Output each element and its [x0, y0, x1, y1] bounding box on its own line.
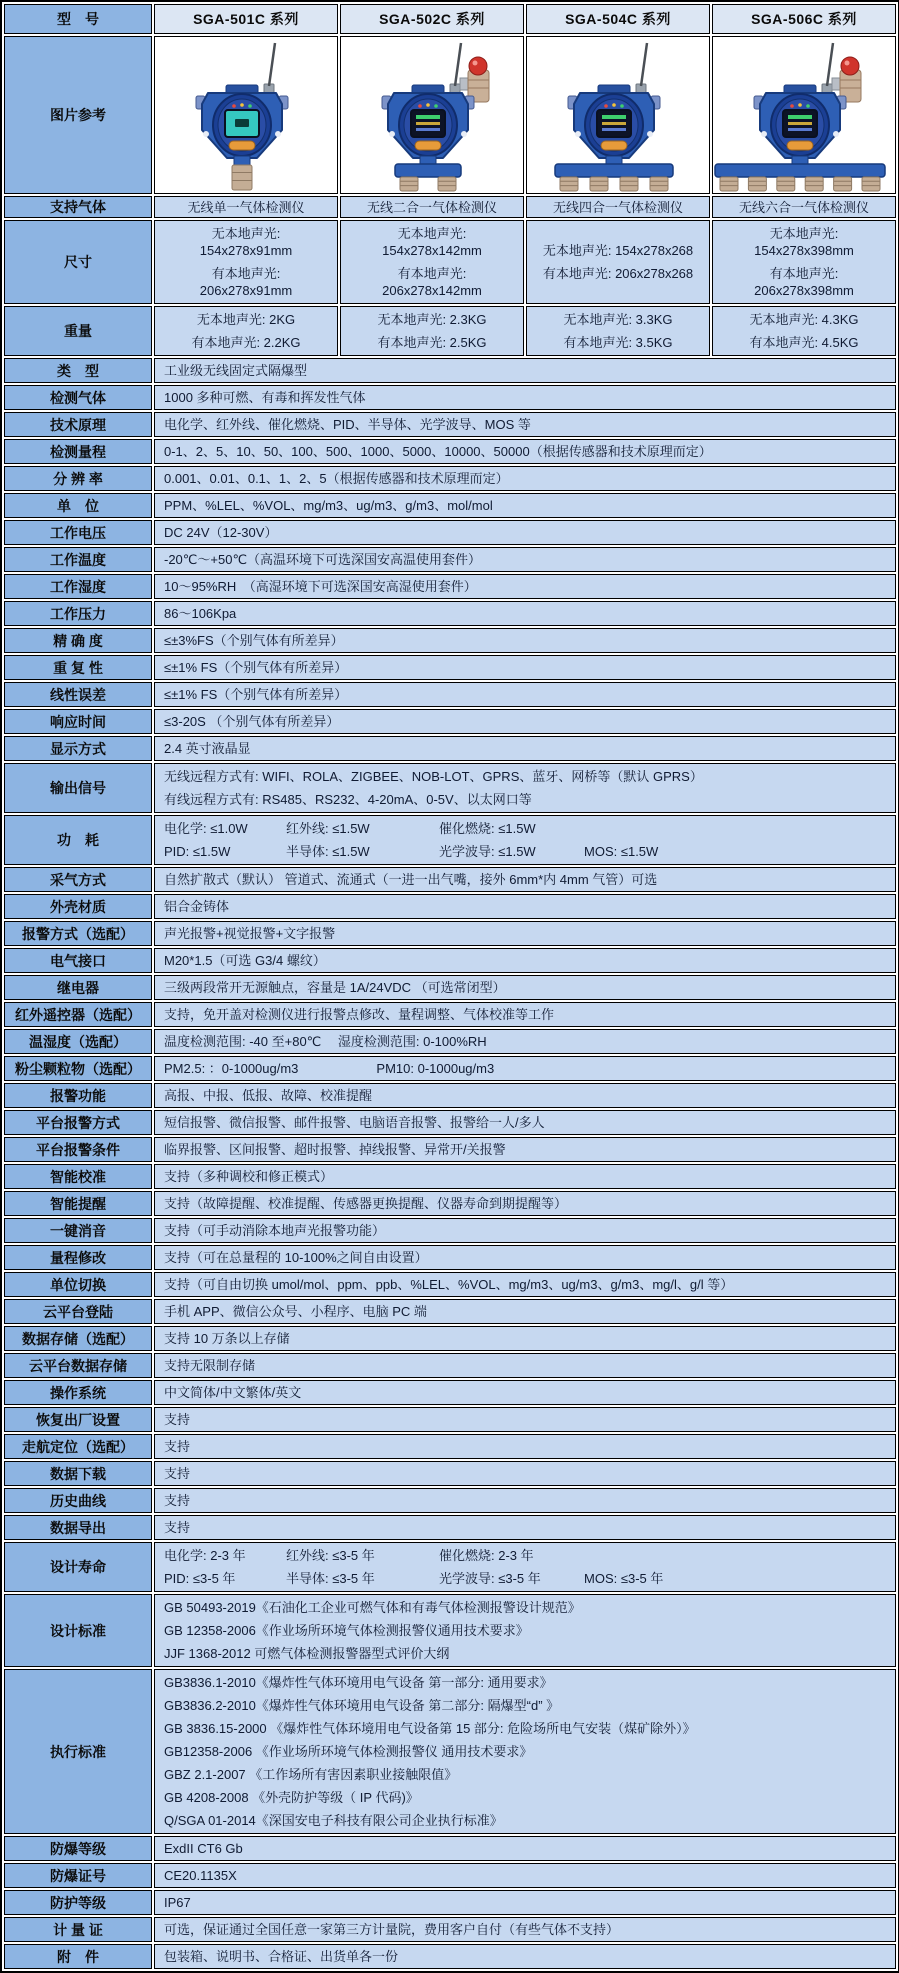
row-value [154, 1542, 896, 1592]
spec-row [4, 1515, 896, 1540]
weight-row [4, 306, 896, 356]
size-cell [526, 220, 710, 304]
row-value [154, 1944, 896, 1969]
support-cell: 无线六合一气体检测仪 [712, 196, 896, 218]
device-image-cell [526, 36, 710, 194]
row-value [154, 601, 896, 626]
value-line: 2.4 英寸液晶显 [164, 741, 251, 756]
size-cell [154, 220, 338, 304]
weight-line: 无本地声光: 3.3KG [563, 312, 673, 327]
weight-line: 无本地声光: 2KG [196, 312, 296, 327]
row-value [154, 867, 896, 892]
row-label: 一键消音 [4, 1218, 152, 1243]
spec-row [4, 1245, 896, 1270]
value-segment: 电化学: ≤1.0W [164, 821, 248, 836]
row-value [154, 628, 896, 653]
row-label: 报警功能 [4, 1083, 152, 1108]
spec-row [4, 1407, 896, 1432]
value-line: GBZ 2.1-2007 《工作场所有害因素职业接触限值》 [164, 1767, 458, 1782]
spec-row [4, 547, 896, 572]
weight-cell [526, 306, 710, 356]
weight-cell [154, 306, 338, 356]
weight-line: 无本地声光: 4.3KG [749, 312, 859, 327]
row-value [154, 1836, 896, 1861]
row-value [154, 682, 896, 707]
value-line: 支持无限制存储 [164, 1358, 256, 1373]
row-value [154, 1002, 896, 1027]
spec-row [4, 1218, 896, 1243]
spec-row [4, 466, 896, 491]
row-value [154, 1056, 896, 1081]
row-value [154, 1326, 896, 1351]
spec-row [4, 1836, 896, 1861]
row-label: 平台报警条件 [4, 1137, 152, 1162]
value-line: GB12358-2006 《作业场所环境气体检测报警仪 通用技术要求》 [164, 1744, 533, 1759]
support-cell: 无线二合一气体检测仪 [340, 196, 524, 218]
value-line: 有线远程方式有: RS485、RS232、4-20mA、0-5V、以太网口等 [164, 792, 532, 807]
value-segment: PID: ≤1.5W [164, 844, 231, 859]
value-line: 支持（可自由切换 umol/mol、ppm、ppb、%LEL、%VOL、mg/m3、ug/m3、g/m3、mg/l、g/l 等） [164, 1277, 734, 1292]
row-label: 采气方式 [4, 867, 152, 892]
size-line: 无本地声光: 154x278x142mm [382, 226, 482, 258]
value-line: IP67 [164, 1895, 191, 1910]
supported-gas-row [4, 196, 896, 218]
value-segment: MOS: ≤3-5 年 [584, 1571, 664, 1586]
value-segment: 光学波导: ≤1.5W [439, 844, 536, 859]
model-header-row [4, 4, 896, 34]
row-value [154, 1137, 896, 1162]
row-label: 走航定位（选配） [4, 1434, 152, 1459]
spec-row [4, 655, 896, 680]
value-line: GB3836.1-2010《爆炸性气体环境用电气设备 第一部分: 通用要求》 [164, 1675, 553, 1690]
row-value [154, 1669, 896, 1834]
row-label: 继电器 [4, 975, 152, 1000]
device-image-cell [154, 36, 338, 194]
row-value [154, 1218, 896, 1243]
spec-row [4, 1380, 896, 1405]
image-row [4, 36, 896, 194]
value-line: 支持（可手动消除本地声光报警功能） [164, 1223, 386, 1238]
row-label: 历史曲线 [4, 1488, 152, 1513]
row-label: 响应时间 [4, 709, 152, 734]
row-value [154, 466, 896, 491]
spec-row [4, 1191, 896, 1216]
device-image-cell [712, 36, 896, 194]
value-line: 支持（故障提醒、校准提醒、传感器更换提醒、仪器寿命到期提醒等） [164, 1196, 568, 1211]
value-segment: 催化燃烧: 2-3 年 [439, 1548, 534, 1563]
row-label: 防爆证号 [4, 1863, 152, 1888]
value-line: 0-1、2、5、10、50、100、500、1000、5000、10000、50000（根据传感器和技术原理而定） [164, 444, 712, 459]
row-value [154, 709, 896, 734]
value-line: ≤±1% FS（个别气体有所差异） [164, 660, 348, 675]
row-label: 云平台登陆 [4, 1299, 152, 1324]
value-line: 手机 APP、微信公众号、小程序、电脑 PC 端 [164, 1304, 427, 1319]
weight-line: 无本地声光: 2.3KG [377, 312, 487, 327]
row-value [154, 736, 896, 761]
value-line: Q/SGA 01-2014《深国安电子科技有限公司企业执行标准》 [164, 1813, 503, 1828]
row-label: 红外遥控器（选配） [4, 1002, 152, 1027]
spec-row [4, 1594, 896, 1667]
value-line: M20*1.5（可选 G3/4 螺纹） [164, 953, 326, 968]
size-line: 无本地声光: 154x278x398mm [754, 226, 854, 258]
row-label: 输出信号 [4, 763, 152, 813]
row-value [154, 385, 896, 410]
row-value [154, 1245, 896, 1270]
row-label: 执行标准 [4, 1669, 152, 1834]
size-cell [340, 220, 524, 304]
row-value [154, 1488, 896, 1513]
value-line: 温度检测范围: -40 至+80℃ 湿度检测范围: 0-100%RH [164, 1034, 487, 1049]
support-cell: 无线四合一气体检测仪 [526, 196, 710, 218]
weight-line: 有本地声光: 4.5KG [749, 335, 859, 350]
value-line [164, 1567, 886, 1590]
value-segment: 电化学: 2-3 年 [164, 1548, 246, 1563]
row-value [154, 1515, 896, 1540]
value-line: 三级两段常开无源触点，容量是 1A/24VDC （可选常闭型） [164, 980, 506, 995]
value-line: 支持 [164, 1493, 191, 1508]
value-line: GB 4208-2008 《外壳防护等级（ IP 代码)》 [164, 1790, 419, 1805]
row-label: 工作湿度 [4, 574, 152, 599]
row-value [154, 1890, 896, 1915]
value-line: 1000 多种可燃、有毒和挥发性气体 [164, 390, 366, 405]
value-line: -20℃～+50℃（高温环境下可选深国安高温使用套件） [164, 552, 482, 567]
row-value [154, 1083, 896, 1108]
gas-detector-image [713, 38, 895, 192]
row-label: 数据下载 [4, 1461, 152, 1486]
model-header-cell: SGA-501C 系列 [154, 4, 338, 34]
row-label-support: 支持气体 [4, 196, 152, 218]
value-line: 86～106Kpa [164, 606, 237, 621]
value-line: CE20.1135X [164, 1868, 237, 1883]
value-line: 临界报警、区间报警、超时报警、掉线报警、异常开/关报警 [164, 1142, 506, 1157]
value-line: JJF 1368-2012 可燃气体检测报警器型式评价大纲 [164, 1646, 450, 1661]
spec-row [4, 1299, 896, 1324]
value-segment: PID: ≤3-5 年 [164, 1571, 236, 1586]
spec-row [4, 601, 896, 626]
value-line: 支持 10 万条以上存储 [164, 1331, 290, 1346]
row-label: 外壳材质 [4, 894, 152, 919]
spec-row [4, 358, 896, 383]
row-label: 附 件 [4, 1944, 152, 1969]
row-label: 工作压力 [4, 601, 152, 626]
row-value [154, 948, 896, 973]
row-label: 类 型 [4, 358, 152, 383]
row-value [154, 358, 896, 383]
spec-row [4, 867, 896, 892]
row-label: 平台报警方式 [4, 1110, 152, 1135]
weight-line: 有本地声光: 2.5KG [377, 335, 487, 350]
spec-row [4, 1110, 896, 1135]
spec-row [4, 1326, 896, 1351]
model-header-cell: SGA-506C 系列 [712, 4, 896, 34]
spec-row [4, 1542, 896, 1592]
spec-row [4, 894, 896, 919]
value-line: GB 3836.15-2000 《爆炸性气体环境用电气设备第 15 部分: 危险场所电气安装（煤矿除外）》 [164, 1721, 696, 1736]
value-line: 支持（多种调校和修正模式） [164, 1169, 334, 1184]
row-value [154, 547, 896, 572]
spec-row [4, 520, 896, 545]
size-line: 无本地声光: 154x278x268 [542, 243, 694, 258]
row-label: 重 复 性 [4, 655, 152, 680]
weight-cell [340, 306, 524, 356]
row-label-image: 图片参考 [4, 36, 152, 194]
row-value [154, 1461, 896, 1486]
value-line [164, 1544, 886, 1567]
support-cell: 无线单一气体检测仪 [154, 196, 338, 218]
row-label: 设计标准 [4, 1594, 152, 1667]
spec-row [4, 493, 896, 518]
row-label: 技术原理 [4, 412, 152, 437]
value-line: 铝合金铸体 [164, 899, 230, 914]
value-line [164, 817, 886, 840]
spec-row [4, 1461, 896, 1486]
row-label: 报警方式（选配） [4, 921, 152, 946]
spec-row [4, 736, 896, 761]
value-line: ≤3-20S （个别气体有所差异） [164, 714, 340, 729]
row-label: 检测气体 [4, 385, 152, 410]
row-label: 单位切换 [4, 1272, 152, 1297]
value-line: ≤±3%FS（个别气体有所差异） [164, 633, 344, 648]
row-value [154, 1594, 896, 1667]
value-line: 支持 [164, 1412, 191, 1427]
size-cell [712, 220, 896, 304]
spec-row [4, 628, 896, 653]
value-segment: MOS: ≤1.5W [584, 844, 659, 859]
value-segment: 红外线: ≤1.5W [286, 821, 370, 836]
row-label: 量程修改 [4, 1245, 152, 1270]
gas-detector-image [527, 38, 709, 192]
size-line: 无本地声光: 154x278x91mm [199, 226, 293, 258]
value-line: 支持 [164, 1466, 191, 1481]
spec-row [4, 709, 896, 734]
value-line: GB 50493-2019《石油化工企业可燃气体和有毒气体检测报警设计规范》 [164, 1600, 581, 1615]
device-image-cell [340, 36, 524, 194]
row-value [154, 439, 896, 464]
value-line: 声光报警+视觉报警+文字报警 [164, 926, 336, 941]
row-label: 数据存储（选配） [4, 1326, 152, 1351]
spec-row [4, 1434, 896, 1459]
row-value [154, 1299, 896, 1324]
size-line: 有本地声光: 206x278x268 [542, 266, 694, 281]
row-value [154, 1407, 896, 1432]
row-label: 数据导出 [4, 1515, 152, 1540]
row-value [154, 894, 896, 919]
spec-row [4, 439, 896, 464]
size-row [4, 220, 896, 304]
row-value [154, 520, 896, 545]
row-label: 操作系统 [4, 1380, 152, 1405]
spec-row [4, 1083, 896, 1108]
row-label: 检测量程 [4, 439, 152, 464]
row-value [154, 1110, 896, 1135]
model-header-cell: SGA-502C 系列 [340, 4, 524, 34]
row-value [154, 1029, 896, 1054]
row-label: 防护等级 [4, 1890, 152, 1915]
weight-line: 有本地声光: 2.2KG [191, 335, 301, 350]
row-value [154, 412, 896, 437]
row-value [154, 815, 896, 865]
value-line: 支持 [164, 1439, 191, 1454]
value-line: 支持（可在总量程的 10-100%之间自由设置） [164, 1250, 428, 1265]
row-label: 粉尘颗粒物（选配） [4, 1056, 152, 1081]
row-label: 精 确 度 [4, 628, 152, 653]
spec-row [4, 1272, 896, 1297]
value-line [164, 840, 886, 863]
value-line: GB3836.2-2010《爆炸性气体环境用电气设备 第二部分: 隔爆型“d” 》 [164, 1698, 560, 1713]
value-line: ExdII CT6 Gb [164, 1841, 243, 1856]
spec-row [4, 1488, 896, 1513]
spec-row [4, 975, 896, 1000]
value-line: 自然扩散式（默认） 管道式、流通式（一进一出气嘴，接外 6mm*内 4mm 气管）可选 [164, 872, 658, 887]
spec-row [4, 412, 896, 437]
value-segment: 红外线: ≤3-5 年 [286, 1548, 375, 1563]
spec-row [4, 815, 896, 865]
spec-row [4, 1917, 896, 1942]
row-label: 分 辨 率 [4, 466, 152, 491]
spec-row [4, 1164, 896, 1189]
row-value [154, 1434, 896, 1459]
value-line: 短信报警、微信报警、邮件报警、电脑语音报警、报警给一人/多人 [164, 1115, 545, 1130]
row-label: 显示方式 [4, 736, 152, 761]
row-value [154, 763, 896, 813]
gas-detector-image [341, 38, 523, 192]
value-line: GB 12358-2006《作业场所环境气体检测报警仪通用技术要求》 [164, 1623, 529, 1638]
weight-cell [712, 306, 896, 356]
spec-row [4, 1944, 896, 1969]
value-segment: 光学波导: ≤3-5 年 [439, 1571, 541, 1586]
size-line: 有本地声光: 206x278x398mm [754, 266, 854, 298]
row-label: 功 耗 [4, 815, 152, 865]
spec-row [4, 1002, 896, 1027]
value-line: 高报、中报、低报、故障、校准提醒 [164, 1088, 373, 1103]
weight-line: 有本地声光: 3.5KG [563, 335, 673, 350]
row-value [154, 574, 896, 599]
model-header-cell: SGA-504C 系列 [526, 4, 710, 34]
spec-row [4, 574, 896, 599]
value-line: 电化学、红外线、催化燃烧、PID、半导体、光学波导、MOS 等 [164, 417, 531, 432]
value-line: 0.001、0.01、0.1、1、2、5（根据传感器和技术原理而定） [164, 471, 509, 486]
row-label: 智能提醒 [4, 1191, 152, 1216]
row-label: 温湿度（选配） [4, 1029, 152, 1054]
value-line: 包装箱、说明书、合格证、出货单各一份 [164, 1949, 399, 1964]
value-line: 无线远程方式有: WIFI、ROLA、ZIGBEE、NOB-LOT、GPRS、蓝牙、网桥等（默认 GPRS） [164, 769, 703, 784]
row-label: 设计寿命 [4, 1542, 152, 1592]
spec-row [4, 385, 896, 410]
value-line: 支持，免开盖对检测仪进行报警点修改、量程调整、气体校准等工作 [164, 1007, 555, 1022]
row-value [154, 1191, 896, 1216]
size-line: 有本地声光: 206x278x142mm [382, 266, 482, 298]
gas-detector-image [155, 38, 337, 192]
row-value [154, 655, 896, 680]
row-value [154, 1863, 896, 1888]
spec-row [4, 763, 896, 813]
value-line: 10～95%RH （高湿环境下可选深国安高湿使用套件） [164, 579, 477, 594]
row-label: 线性误差 [4, 682, 152, 707]
spec-row [4, 1137, 896, 1162]
row-value [154, 1353, 896, 1378]
value-segment: 半导体: ≤3-5 年 [286, 1571, 375, 1586]
value-line: PM2.5: ：0-1000ug/m3 PM10: 0-1000ug/m3 [164, 1061, 495, 1076]
value-segment: 半导体: ≤1.5W [286, 844, 370, 859]
row-label-size: 尺寸 [4, 220, 152, 304]
spec-row [4, 1863, 896, 1888]
value-line: ≤±1% FS（个别气体有所差异） [164, 687, 348, 702]
spec-row [4, 1353, 896, 1378]
row-label: 电气接口 [4, 948, 152, 973]
row-label: 恢复出厂设置 [4, 1407, 152, 1432]
spec-row [4, 948, 896, 973]
row-label: 防爆等级 [4, 1836, 152, 1861]
row-value [154, 921, 896, 946]
row-label: 智能校准 [4, 1164, 152, 1189]
row-label: 工作温度 [4, 547, 152, 572]
size-line: 有本地声光: 206x278x91mm [199, 266, 293, 298]
value-line: 可选，保证通过全国任意一家第三方计量院，费用客户自付（有些气体不支持） [164, 1922, 620, 1937]
row-label-model: 型 号 [4, 4, 152, 34]
row-label: 工作电压 [4, 520, 152, 545]
spec-row [4, 1029, 896, 1054]
spec-row [4, 1669, 896, 1834]
value-line: DC 24V（12-30V） [164, 525, 278, 540]
row-value [154, 975, 896, 1000]
row-value [154, 1380, 896, 1405]
value-line: 支持 [164, 1520, 191, 1535]
value-line: 中文简体/中文繁体/英文 [164, 1385, 302, 1400]
row-label: 单 位 [4, 493, 152, 518]
row-label: 云平台数据存储 [4, 1353, 152, 1378]
value-line: 工业级无线固定式隔爆型 [164, 363, 308, 378]
spec-row [4, 682, 896, 707]
row-label: 计 量 证 [4, 1917, 152, 1942]
spec-row [4, 921, 896, 946]
row-value [154, 1272, 896, 1297]
row-value [154, 1164, 896, 1189]
row-value [154, 493, 896, 518]
row-value [154, 1917, 896, 1942]
spec-row [4, 1890, 896, 1915]
row-label-weight: 重量 [4, 306, 152, 356]
value-segment: 催化燃烧: ≤1.5W [439, 821, 536, 836]
value-line: PPM、%LEL、%VOL、mg/m3、ug/m3、g/m3、mol/mol [164, 498, 493, 513]
spec-row [4, 1056, 896, 1081]
